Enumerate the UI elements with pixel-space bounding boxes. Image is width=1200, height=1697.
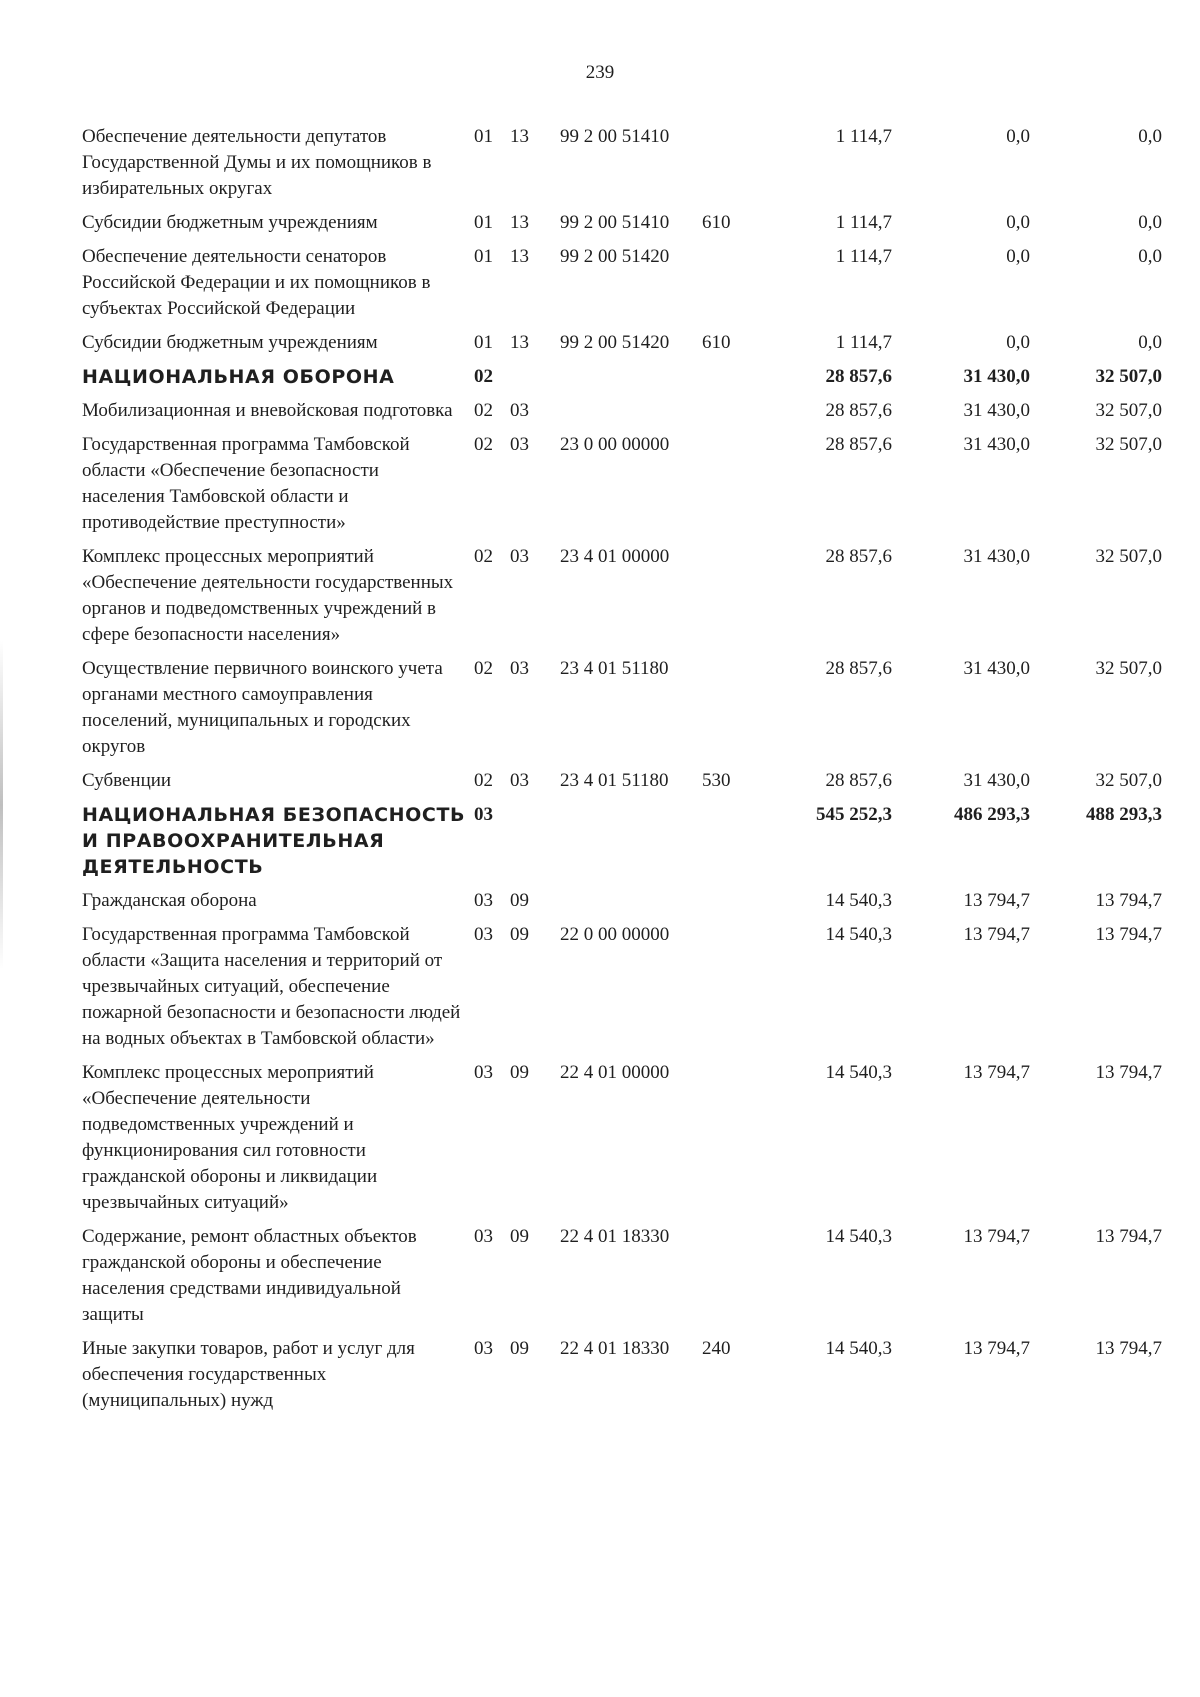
row-amount-1: 28 857,6 xyxy=(825,770,892,791)
row-target-article: 22 0 00 00000 xyxy=(560,924,670,945)
row-section-code: 03 xyxy=(474,924,493,945)
row-name: Субсидии бюджетным учреждениям xyxy=(82,212,378,233)
row-subsection-code: 03 xyxy=(510,658,529,679)
row-amount-2: 31 430,0 xyxy=(963,366,1030,387)
row-amount-1: 28 857,6 xyxy=(825,434,892,455)
row-amount-1: 545 252,3 xyxy=(816,804,892,825)
row-name: Мобилизационная и вневойсковая подготовка xyxy=(82,400,453,421)
row-name: Обеспечение деятельности депутатов Государственной Думы и их помощников в избирательных округах xyxy=(82,126,432,199)
table-row xyxy=(82,330,1162,356)
row-amount-3: 13 794,7 xyxy=(1095,1226,1162,1247)
table-row xyxy=(82,1336,1162,1414)
row-amount-2: 31 430,0 xyxy=(963,658,1030,679)
row-amount-1: 28 857,6 xyxy=(825,546,892,567)
row-section-code: 01 xyxy=(474,246,493,267)
row-amount-2: 0,0 xyxy=(1006,332,1030,353)
row-amount-1: 14 540,3 xyxy=(825,924,892,945)
row-target-article: 22 4 01 00000 xyxy=(560,1062,670,1083)
row-name: НАЦИОНАЛЬНАЯ БЕЗОПАСНОСТЬ И ПРАВООХРАНИТЕЛЬНАЯ ДЕЯТЕЛЬНОСТЬ xyxy=(82,804,466,878)
row-target-article: 99 2 00 51420 xyxy=(560,246,670,267)
row-name: Обеспечение деятельности сенаторов Российской Федерации и их помощников в субъектах Российской Федерации xyxy=(82,246,431,319)
row-section-code: 02 xyxy=(474,658,493,679)
table-row xyxy=(82,1060,1162,1216)
row-target-article: 23 4 01 51180 xyxy=(560,658,669,679)
row-subsection-code: 09 xyxy=(510,924,529,945)
row-section-code: 02 xyxy=(474,434,493,455)
row-subsection-code: 03 xyxy=(510,770,529,791)
row-amount-1: 14 540,3 xyxy=(825,1062,892,1083)
budget-table xyxy=(82,124,1162,1414)
row-amount-3: 13 794,7 xyxy=(1095,1062,1162,1083)
row-target-article: 99 2 00 51410 xyxy=(560,212,670,233)
row-subsection-code: 09 xyxy=(510,1338,529,1359)
row-expense-type: 530 xyxy=(702,770,731,791)
row-subsection-code: 03 xyxy=(510,546,529,567)
row-amount-2: 13 794,7 xyxy=(963,1226,1030,1247)
row-section-code: 03 xyxy=(474,1226,493,1247)
row-amount-3: 488 293,3 xyxy=(1086,804,1162,825)
row-amount-2: 31 430,0 xyxy=(963,546,1030,567)
row-amount-2: 31 430,0 xyxy=(963,434,1030,455)
table-row xyxy=(82,124,1162,202)
row-name: Комплекс процессных мероприятий «Обеспечение деятельности государственных органов и подведомственных учреждений в сфере безопасности населения» xyxy=(82,546,454,645)
table-row xyxy=(82,922,1162,1052)
row-expense-type: 240 xyxy=(702,1338,731,1359)
row-amount-2: 13 794,7 xyxy=(963,924,1030,945)
row-amount-3: 0,0 xyxy=(1138,126,1162,147)
row-amount-2: 0,0 xyxy=(1006,212,1030,233)
row-name: Комплекс процессных мероприятий «Обеспечение деятельности подведомственных учреждений и функционирования сил готовности гражданской обороны и ликвидации чрезвычайных ситуаций» xyxy=(82,1062,378,1213)
row-amount-2: 31 430,0 xyxy=(963,770,1030,791)
row-amount-3: 0,0 xyxy=(1138,332,1162,353)
row-section-code: 03 xyxy=(474,1338,493,1359)
row-subsection-code: 13 xyxy=(510,212,529,233)
row-section-code: 02 xyxy=(474,546,493,567)
row-amount-1: 28 857,6 xyxy=(825,400,892,421)
table-row xyxy=(82,544,1162,648)
row-name: НАЦИОНАЛЬНАЯ ОБОРОНА xyxy=(82,366,395,388)
row-amount-1: 14 540,3 xyxy=(825,1338,892,1359)
table-row xyxy=(82,1224,1162,1328)
row-name: Субсидии бюджетным учреждениям xyxy=(82,332,378,353)
row-expense-type: 610 xyxy=(702,212,731,233)
row-subsection-code: 13 xyxy=(510,126,529,147)
row-subsection-code: 13 xyxy=(510,332,529,353)
row-subsection-code: 03 xyxy=(510,434,529,455)
row-subsection-code: 09 xyxy=(510,1062,529,1083)
row-section-code: 03 xyxy=(474,804,493,825)
row-name: Субвенции xyxy=(82,770,172,791)
row-amount-3: 32 507,0 xyxy=(1095,546,1162,567)
row-subsection-code: 09 xyxy=(510,1226,529,1247)
row-amount-3: 32 507,0 xyxy=(1095,770,1162,791)
row-amount-1: 1 114,7 xyxy=(835,332,892,353)
table-row xyxy=(82,888,1162,914)
table-row xyxy=(82,210,1162,236)
row-amount-1: 1 114,7 xyxy=(835,126,892,147)
row-section-code: 01 xyxy=(474,332,493,353)
table-row xyxy=(82,398,1162,424)
row-amount-3: 13 794,7 xyxy=(1095,1338,1162,1359)
row-subsection-code: 13 xyxy=(510,246,529,267)
row-section-code: 03 xyxy=(474,1062,493,1083)
table-row xyxy=(82,432,1162,536)
row-amount-3: 32 507,0 xyxy=(1095,366,1162,387)
row-amount-1: 28 857,6 xyxy=(825,658,892,679)
row-name: Содержание, ремонт областных объектов гражданской обороны и обеспечение населения средствами индивидуальной защиты xyxy=(82,1226,417,1325)
row-amount-2: 13 794,7 xyxy=(963,1062,1030,1083)
page-number: 239 xyxy=(585,62,615,83)
row-subsection-code: 03 xyxy=(510,400,529,421)
row-amount-2: 13 794,7 xyxy=(963,1338,1030,1359)
row-amount-2: 0,0 xyxy=(1006,246,1030,267)
row-target-article: 22 4 01 18330 xyxy=(560,1226,670,1247)
row-section-code: 02 xyxy=(474,366,493,387)
row-amount-3: 32 507,0 xyxy=(1095,658,1162,679)
row-section-code: 02 xyxy=(474,400,493,421)
row-target-article: 22 4 01 18330 xyxy=(560,1338,670,1359)
table-row xyxy=(82,656,1162,760)
row-amount-3: 13 794,7 xyxy=(1095,924,1162,945)
row-section-code: 02 xyxy=(474,770,493,791)
row-target-article: 23 4 01 51180 xyxy=(560,770,669,791)
row-expense-type: 610 xyxy=(702,332,731,353)
row-name: Государственная программа Тамбовской области «Защита населения и территорий от чрезвычайных ситуаций, обеспечение пожарной безопасности и безопасности людей на водных объектах в Тамбовской области» xyxy=(82,924,461,1049)
row-section-code: 01 xyxy=(474,212,493,233)
row-target-article: 23 4 01 00000 xyxy=(560,546,670,567)
row-name: Государственная программа Тамбовской области «Обеспечение безопасности населения Тамбовской области и противодействие преступности» xyxy=(82,434,410,533)
row-amount-1: 14 540,3 xyxy=(825,890,892,911)
row-name: Осуществление первичного воинского учета органами местного самоуправления поселений, муниципальных и городских округов xyxy=(82,658,443,757)
row-amount-3: 32 507,0 xyxy=(1095,400,1162,421)
row-amount-2: 31 430,0 xyxy=(963,400,1030,421)
table-row xyxy=(82,244,1162,322)
row-name: Гражданская оборона xyxy=(82,890,257,911)
table-row-section xyxy=(82,802,1162,880)
row-amount-1: 1 114,7 xyxy=(835,212,892,233)
scan-edge-shadow xyxy=(0,640,3,970)
row-subsection-code: 09 xyxy=(510,890,529,911)
row-amount-3: 0,0 xyxy=(1138,246,1162,267)
table-row-section xyxy=(82,364,1162,390)
row-name: Иные закупки товаров, работ и услуг для обеспечения государственных (муниципальных) нужд xyxy=(82,1338,415,1411)
row-target-article: 23 0 00 00000 xyxy=(560,434,670,455)
row-amount-3: 0,0 xyxy=(1138,212,1162,233)
table-row xyxy=(82,768,1162,794)
row-amount-1: 1 114,7 xyxy=(835,246,892,267)
row-amount-2: 13 794,7 xyxy=(963,890,1030,911)
row-amount-3: 13 794,7 xyxy=(1095,890,1162,911)
row-amount-1: 14 540,3 xyxy=(825,1226,892,1247)
row-amount-2: 0,0 xyxy=(1006,126,1030,147)
row-section-code: 01 xyxy=(474,126,493,147)
row-target-article: 99 2 00 51410 xyxy=(560,126,670,147)
row-amount-1: 28 857,6 xyxy=(825,366,892,387)
row-target-article: 99 2 00 51420 xyxy=(560,332,670,353)
row-amount-3: 32 507,0 xyxy=(1095,434,1162,455)
row-amount-2: 486 293,3 xyxy=(954,804,1030,825)
row-section-code: 03 xyxy=(474,890,493,911)
